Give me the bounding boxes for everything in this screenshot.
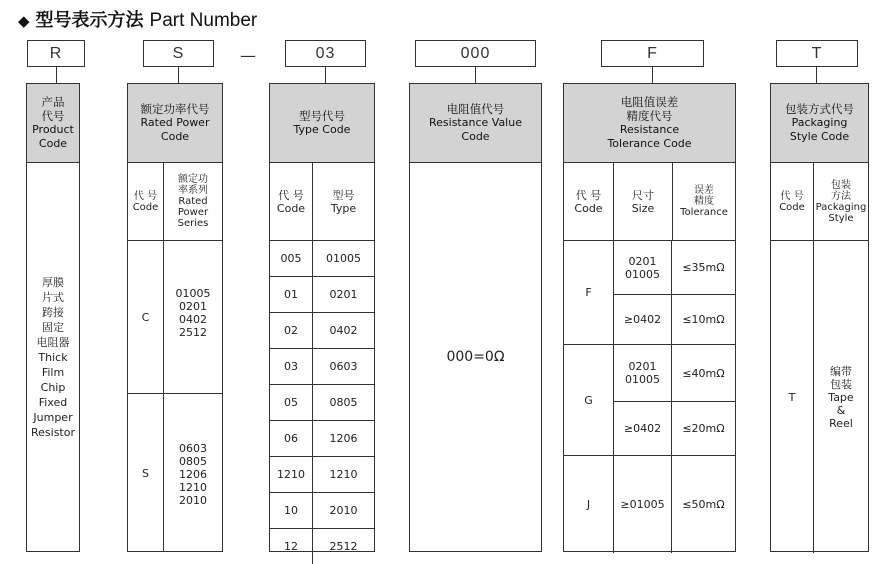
table-row: 06 1206 bbox=[270, 420, 374, 456]
table-row: 0201 01005 ≤40mΩ bbox=[614, 345, 735, 401]
table-row: ≥0402 ≤20mΩ bbox=[614, 401, 735, 455]
rated-power-subheader: 代 号 Code 额定功 率系列 Rated Power Series bbox=[128, 163, 222, 240]
tolerance-group-g: G 0201 01005 ≤40mΩ ≥0402 ≤20mΩ bbox=[564, 344, 735, 455]
table-row: 01 0201 bbox=[270, 276, 374, 312]
table-row: 05 0805 bbox=[270, 384, 374, 420]
table-row: T 编带 包装 Tape & Reel bbox=[771, 240, 868, 553]
type-code-column bbox=[269, 83, 375, 552]
table-row: 0201 01005 ≤35mΩ bbox=[614, 241, 735, 294]
example-code-resistance: 000 bbox=[415, 40, 536, 67]
title-cn: 型号表示方法 bbox=[35, 10, 144, 31]
table-row: 02 0402 bbox=[270, 312, 374, 348]
rated-power-header: 额定功率代号 Rated Power Code bbox=[128, 84, 222, 163]
page-title bbox=[18, 6, 257, 32]
table-row: 03 0603 bbox=[270, 348, 374, 384]
example-code-type: 03 bbox=[285, 40, 366, 67]
connector-line bbox=[56, 67, 57, 83]
table-row: 005 01005 bbox=[270, 240, 374, 276]
tolerance-header: 电阻值误差 精度代号 Resistance Tolerance Code bbox=[564, 84, 735, 163]
packaging-subheader: 代 号 Code 包装 方法 Packaging Style bbox=[771, 163, 868, 240]
packaging-header: 包装方式代号 Packaging Style Code bbox=[771, 84, 868, 163]
table-row: ≥0402 ≤10mΩ bbox=[614, 294, 735, 344]
example-code-product: R bbox=[27, 40, 85, 67]
tolerance-column bbox=[563, 83, 736, 552]
resistance-header: 电阻值代号 Resistance Value Code bbox=[410, 84, 541, 163]
product-description: 厚膜 片式 跨接 固定 电阻器 Thick Film Chip Fixed Jumper Resistor bbox=[31, 276, 75, 439]
table-row: 10 2010 bbox=[270, 492, 374, 528]
resistance-value: 000=0Ω bbox=[446, 349, 505, 365]
connector-line bbox=[475, 67, 476, 83]
diamond-bullet-icon: ◆ bbox=[18, 12, 30, 30]
table-row: C 01005 0201 0402 2512 bbox=[128, 240, 222, 393]
title-en: Part Number bbox=[149, 10, 258, 31]
tolerance-subheader: 代 号 Code 尺寸 Size 误差 精度 Tolerance bbox=[564, 163, 735, 240]
example-code-tolerance: F bbox=[601, 40, 704, 67]
type-code-subheader: 代 号 Code 型号 Type bbox=[270, 163, 374, 240]
type-code-header: 型号代号 Type Code bbox=[270, 84, 374, 163]
product-code-header: 产品 代号 Product Code bbox=[27, 84, 79, 163]
connector-line bbox=[178, 67, 179, 83]
example-code-power: S bbox=[143, 40, 214, 67]
code-separator-dash: — bbox=[240, 46, 256, 65]
connector-line bbox=[816, 67, 817, 83]
rated-power-column bbox=[127, 83, 223, 552]
connector-line bbox=[652, 67, 653, 83]
resistance-value-column bbox=[409, 83, 542, 552]
connector-line bbox=[325, 67, 326, 83]
table-row: 12 2512 bbox=[270, 528, 374, 564]
tolerance-group-f: F 0201 01005 ≤35mΩ ≥0402 ≤10mΩ bbox=[564, 240, 735, 344]
packaging-column bbox=[770, 83, 869, 552]
tolerance-group-j: J ≥01005 ≤50mΩ bbox=[564, 455, 735, 553]
table-row: 1210 1210 bbox=[270, 456, 374, 492]
table-row: S 0603 0805 1206 1210 2010 bbox=[128, 393, 222, 552]
product-code-column bbox=[26, 83, 80, 552]
example-code-packaging: T bbox=[776, 40, 858, 67]
table-row: ≥01005 ≤50mΩ bbox=[613, 456, 735, 553]
